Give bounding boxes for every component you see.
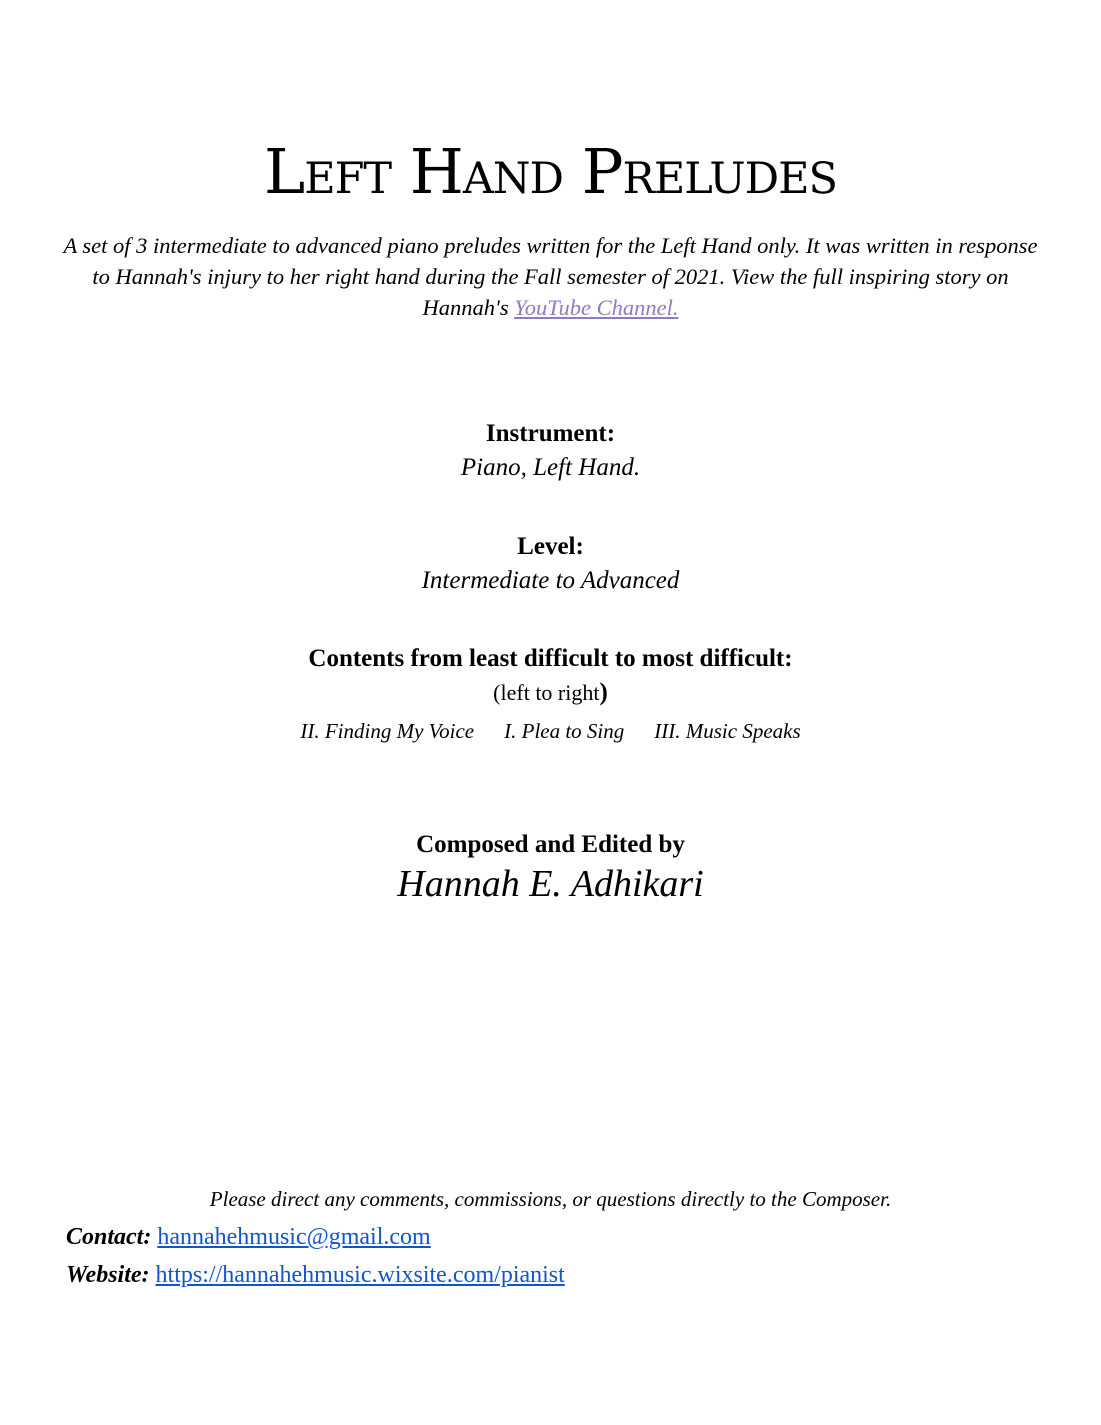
website-label: Website: xyxy=(66,1262,150,1288)
composer-name: Hannah E. Adhikari xyxy=(397,863,704,905)
level-heading: Level: xyxy=(517,533,584,560)
document-title: Left Hand Preludes xyxy=(264,135,837,208)
contents-order-note xyxy=(0,676,1101,710)
level-section xyxy=(0,530,1101,598)
credits-section xyxy=(0,828,1101,906)
intro-paragraph xyxy=(60,230,1041,323)
instrument-section xyxy=(0,417,1101,485)
piece-item: II. Finding My Voice xyxy=(300,719,475,743)
pieces-list xyxy=(0,716,1101,746)
piece-item: III. Music Speaks xyxy=(654,719,801,743)
piece-item: I. Plea to Sing xyxy=(504,719,625,743)
contents-section xyxy=(0,642,1101,746)
contents-heading: Contents from least difficult to most difficult: xyxy=(308,645,793,672)
contact-email-link[interactable]: hannahehmusic@gmail.com xyxy=(157,1224,431,1250)
instrument-heading: Instrument: xyxy=(485,420,616,447)
website-line xyxy=(66,1259,565,1291)
level-value: Intermediate to Advanced xyxy=(421,567,680,594)
contents-order-paren: ) xyxy=(599,679,608,706)
contact-line xyxy=(66,1221,431,1253)
instrument-value: Piano, Left Hand. xyxy=(460,454,641,481)
credits-heading: Composed and Edited by xyxy=(416,831,685,858)
intro-text: A set of 3 intermediate to advanced piano preludes written for the Left Hand only. It was written in response to Hannah's injury to her right hand during the Fall semester of 2021. View the full inspiring story on Hannah's xyxy=(63,233,1038,320)
youtube-channel-link[interactable]: YouTube Channel. xyxy=(514,295,679,320)
website-link[interactable]: https://hannahehmusic.wixsite.com/pianist xyxy=(155,1262,565,1288)
contents-order-text: (left to right xyxy=(493,680,600,705)
contact-label: Contact: xyxy=(66,1224,152,1250)
footer-note: Please direct any comments, commissions, or questions directly to the Composer. xyxy=(209,1187,892,1211)
